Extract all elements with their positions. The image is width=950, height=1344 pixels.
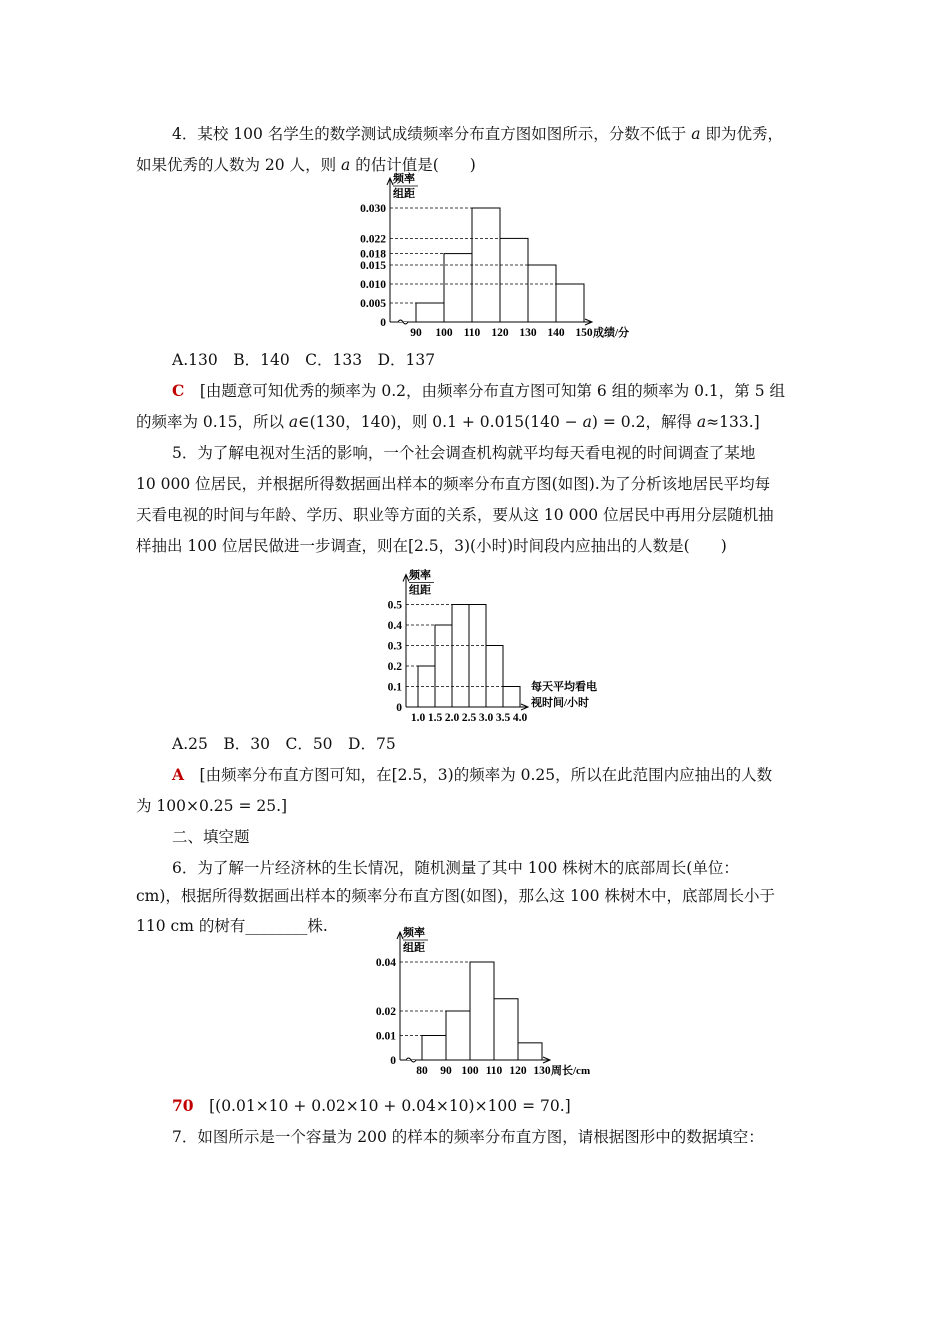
histogram-bar [503, 687, 520, 708]
y-tick-label: 0.010 [360, 279, 386, 291]
x-tick-label: 1.0 [410, 712, 426, 724]
x-tick-label: 140 [547, 327, 565, 339]
x-tick-label: 2.0 [444, 712, 460, 724]
q4-explanation-line1: C [由题意可知优秀的频率为 0.2，由频率分布直方图可知第 6 组的频率为 0.1，第 5 组 [172, 381, 785, 400]
histogram-bar [518, 1043, 542, 1060]
x-tick-label: 2.5 [461, 712, 477, 724]
q5-line1: 5．为了解电视对生活的影响，一个社会调查机构就平均每天看电视的时间调查了某地 [172, 444, 756, 462]
x-tick-label: 3.0 [478, 712, 494, 724]
x-tick-label: 120 [491, 327, 509, 339]
q6-line2: cm)，根据所得数据画出样本的频率分布直方图(如图)，那么这 100 株树木中，底部周长小于 [136, 887, 775, 905]
x-axis-title-line1: 每天平均看电 [531, 681, 597, 693]
histogram-bar [500, 238, 528, 322]
histogram-bar [446, 1011, 470, 1060]
q5-explanation-line2: 为 100×0.25 = 25.] [136, 797, 288, 815]
x-tick-label: 110 [485, 1065, 503, 1077]
histogram-scores [340, 173, 650, 342]
x-tick-label: 80 [416, 1065, 428, 1077]
q5-line4: 样抽出 100 位居民做进一步调查，则在[2.5，3)(小时)时间段内应抽出的人数是( ) [136, 537, 727, 555]
q7-line1: 7．如图所示是一个容量为 200 的样本的频率分布直方图，请根据图形中的数据填空： [172, 1128, 764, 1146]
histogram-bar [486, 646, 503, 708]
x-tick-label: 110 [463, 327, 481, 339]
axis-break [406, 1058, 416, 1062]
y-tick-label: 0.5 [387, 599, 402, 612]
origin-label: 0 [390, 1055, 396, 1067]
histogram-tv-time [370, 562, 630, 724]
histogram-bar [556, 284, 584, 322]
q6-line1: 6．为了解一片经济林的生长情况，随机测量了其中 100 株树木的底部周长(单位： [172, 859, 739, 877]
x-axis-title: 周长/cm [551, 1065, 591, 1077]
x-tick-label: 90 [410, 327, 422, 339]
x-tick-label: 100 [461, 1065, 479, 1077]
q4-line1: 4．某校 100 名学生的数学测试成绩频率分布直方图如图所示，分数不低于 a 即为优秀， [172, 125, 783, 143]
y-tick-label: 0.4 [387, 620, 402, 632]
histogram-bar [528, 265, 556, 322]
y-tick-label: 0.022 [360, 233, 386, 246]
histogram-bar [435, 625, 452, 707]
x-tick-label: 90 [440, 1065, 452, 1077]
histogram-tree-girth [370, 927, 630, 1082]
q5-explanation-line1: A [由频率分布直方图可知，在[2.5，3)的频率为 0.25，所以在此范围内应抽出的人数 [172, 765, 773, 784]
y-tick-label: 0.005 [360, 298, 386, 310]
q6-answer-line: 70 [(0.01×10 + 0.02×10 + 0.04×10)×100 = 70.] [172, 1096, 571, 1115]
x-tick-label: 3.5 [495, 712, 511, 724]
x-tick-label: 130 [533, 1065, 551, 1077]
histogram-bar [469, 605, 486, 708]
y-tick-label: 0.02 [375, 1006, 396, 1018]
x-tick-label: 1.5 [427, 712, 443, 724]
origin-label: 0 [380, 317, 386, 329]
x-axis-title-line2: 视时间/小时 [531, 697, 590, 709]
y-label-numerator: 频率 [393, 173, 415, 185]
histogram-bar [416, 303, 444, 322]
q4-explanation-line2: 的频率为 0.15，所以 a∈(130，140)，则 0.1 + 0.015(140 − a) = 0.2，解得 a≈133.] [136, 413, 760, 431]
origin-label: 0 [396, 702, 402, 714]
y-tick-label: 0.030 [360, 203, 386, 215]
y-label-numerator: 频率 [409, 569, 431, 582]
q6-line3: 110 cm 的树有________株. [136, 917, 328, 935]
y-tick-label: 0.018 [360, 248, 386, 261]
x-tick-label: 100 [435, 327, 453, 339]
y-label-denominator: 组距 [409, 584, 431, 597]
section-heading: 二、填空题 [172, 828, 250, 846]
y-tick-label: 0.1 [387, 681, 402, 694]
histogram-bar [444, 254, 472, 322]
y-label-denominator: 组距 [393, 188, 415, 200]
x-tick-label: 120 [509, 1065, 527, 1077]
histogram-bar [470, 962, 494, 1060]
histogram-bar [422, 1036, 446, 1061]
q5-options: A.25 B．30 C．50 D．75 [172, 735, 396, 753]
y-tick-label: 0.3 [387, 640, 402, 653]
histogram-bar [494, 999, 518, 1060]
axis-break [398, 320, 408, 324]
x-tick-label: 150 [575, 327, 593, 339]
q4-line2: 如果优秀的人数为 20 人，则 a 的估计值是( ) [136, 156, 476, 174]
q5-line2: 10 000 位居民，并根据所得数据画出样本的频率分布直方图(如图).为了分析该地居民平均每 [136, 475, 771, 493]
y-tick-label: 0.2 [387, 661, 402, 673]
y-tick-label: 0.04 [375, 957, 396, 969]
x-axis-title: 成绩/分 [593, 327, 630, 339]
y-tick-label: 0.015 [360, 260, 386, 272]
x-tick-label: 130 [519, 327, 537, 339]
y-label-numerator: 频率 [403, 927, 425, 939]
histogram-bar [452, 605, 469, 708]
y-tick-label: 0.01 [375, 1030, 396, 1043]
q4-options: A.130 B．140 C．133 D．137 [172, 351, 436, 369]
y-label-denominator: 组距 [403, 942, 425, 954]
x-tick-label: 4.0 [512, 712, 528, 724]
q5-line3: 天看电视的时间与年龄、学历、职业等方面的关系，要从这 10 000 位居民中再用分层随机抽 [136, 506, 774, 524]
